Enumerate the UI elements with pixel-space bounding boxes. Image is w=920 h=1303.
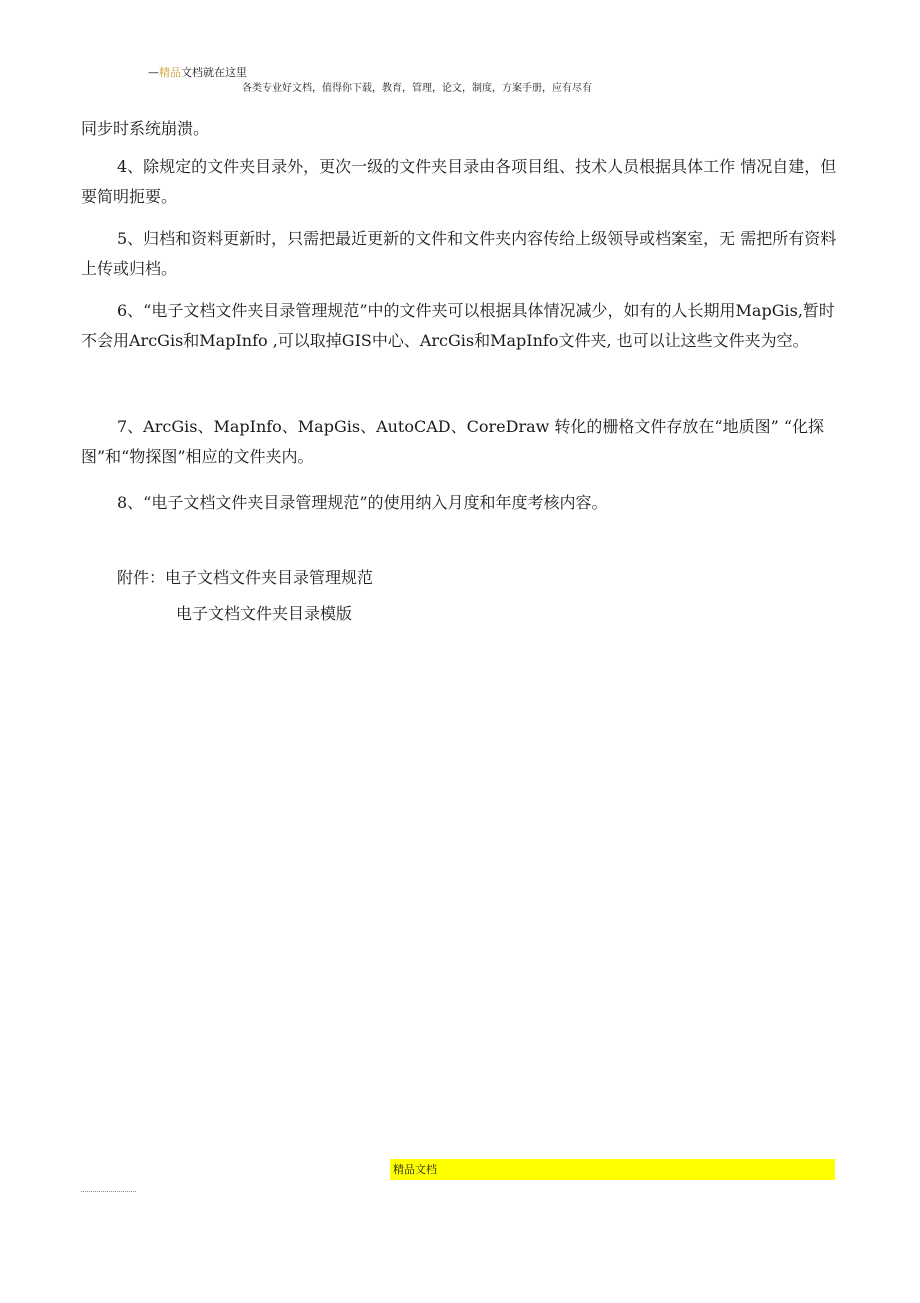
attachment-line-2: 电子文档文件夹目录模版: [176, 604, 353, 623]
paragraph-continued: 同步时系统崩溃。: [81, 119, 210, 138]
paragraph-item-5-text: 5、归档和资料更新时，只需把最近更新的文件和文件夹内容传给上级领导或档案室，无 需把所有资料上传或归档。: [81, 229, 837, 278]
paragraph-item-6-text: 6、“电子文档文件夹目录管理规范”中的文件夹可以根据具体情况减少，如有的人长期用MapGis,暂时不会用ArcGis和MapInfo ,可以取掉GIS中心、ArcGis和MapInfo文件夹, 也可以让这些文件夹为空。: [81, 301, 835, 350]
paragraph-item-6: [81, 296, 837, 356]
header-title-rest: 文档就在这里: [181, 66, 247, 79]
footer-highlight-bar: [390, 1159, 835, 1180]
paragraph-item-7-text: 7、ArcGis、MapInfo、MapGis、AutoCAD、CoreDraw 转化的栅格文件存放在“地质图” “化探图”和“物探图”相应的文件夹内。: [81, 417, 825, 466]
paragraph-item-8-text: 8、“电子文档文件夹目录管理规范”的使用纳入月度和年度考核内容。: [117, 493, 608, 512]
paragraph-item-4: [81, 152, 837, 212]
header-accent: 精品: [159, 66, 181, 79]
header-dash: —: [148, 66, 159, 79]
attachment-line-1: 附件：电子文档文件夹目录管理规范: [117, 568, 374, 587]
paragraph-item-8: [81, 488, 837, 518]
header-subtitle: 各类专业好文档，值得你下载，教育，管理，论文，制度，方案手册，应有尽有: [242, 83, 592, 94]
header-title: [148, 66, 247, 80]
paragraph-item-7: [81, 412, 837, 472]
footer-label: 精品文档: [393, 1163, 437, 1176]
paragraph-item-4-text: 4、除规定的文件夹目录外，更次一级的文件夹目录由各项目组、技术人员根据具体工作 情况自建，但要简明扼要。: [81, 157, 837, 206]
footer-divider: [81, 1191, 136, 1192]
paragraph-item-5: [81, 224, 837, 284]
